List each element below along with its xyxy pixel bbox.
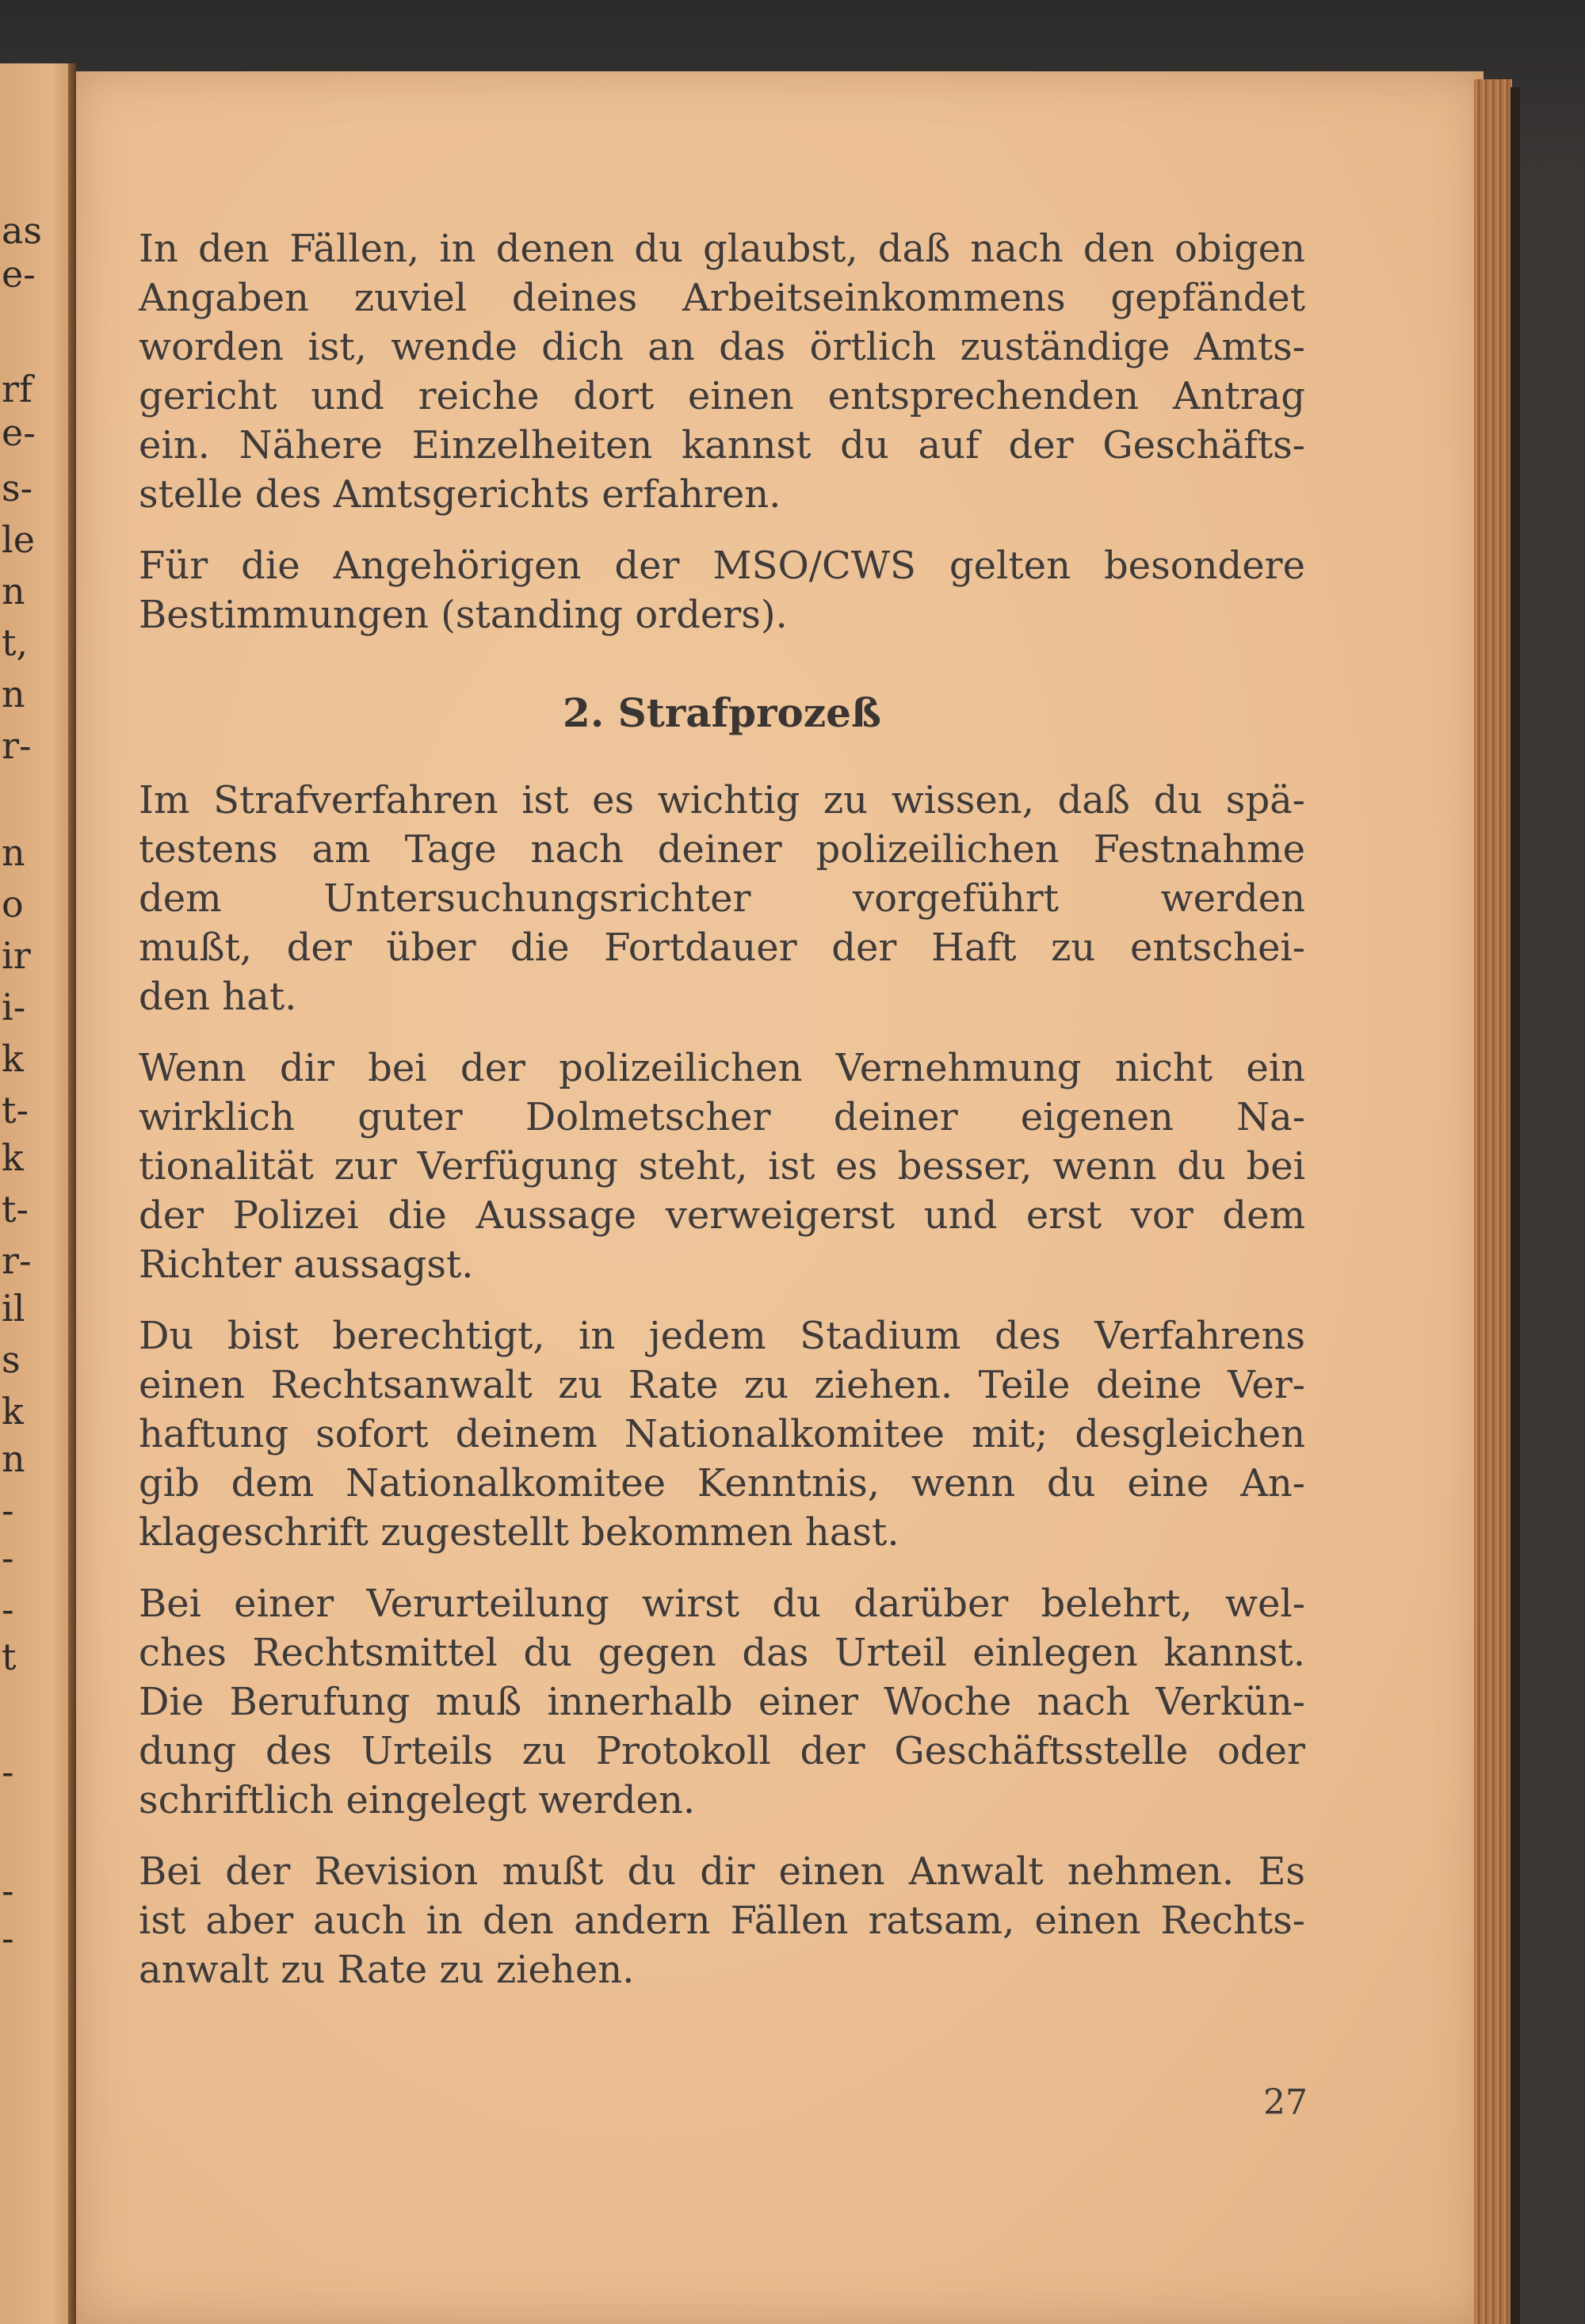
previous-page-fragment: k <box>2 1390 24 1433</box>
text-line: ches Rechtsmittel du gegen das Urteil einlegen kannst. <box>139 1631 1305 1675</box>
text-line: Richter aussagst. <box>139 1242 474 1287</box>
previous-page-edge <box>0 63 73 2324</box>
text-line: ist aber auch in den andern Fällen ratsam, einen Rechts- <box>139 1899 1305 1943</box>
text-line: dem Untersuchungsrichter vorgeführt werden <box>139 876 1305 921</box>
text-line: gericht und reiche dort einen entsprechenden Antrag <box>139 374 1305 418</box>
previous-page-fragment: - <box>2 1588 14 1631</box>
text-line: gib dem Nationalkomitee Kenntnis, wenn du eine An- <box>139 1461 1305 1505</box>
text-line: haftung sofort deinem Nationalkomitee mit; desgleichen <box>139 1412 1305 1456</box>
previous-page-fragment: as <box>2 209 43 252</box>
previous-page-fragment: t- <box>2 1089 29 1131</box>
paragraph <box>139 1847 1305 1994</box>
previous-page-fragment: - <box>2 1869 14 1912</box>
text-line: Wenn dir bei der polizeilichen Vernehmung nicht ein <box>139 1046 1305 1090</box>
text-line: In den Fällen, in denen du glaubst, daß nach den obigen <box>139 227 1305 271</box>
previous-page-fragment: k <box>2 1136 24 1179</box>
previous-page-fragment: k <box>2 1037 24 1080</box>
text-line: Angaben zuviel deines Arbeitseinkommens gepfändet <box>139 276 1305 320</box>
text-line: wirklich guter Dolmetscher deiner eigenen Na- <box>139 1095 1305 1139</box>
text-line: Bei der Revision mußt du dir einen Anwalt nehmen. Es <box>139 1849 1305 1894</box>
text-line: worden ist, wende dich an das örtlich zuständige Amts- <box>139 325 1305 369</box>
previous-page-fragment: r- <box>2 724 32 767</box>
previous-page-fragment: s- <box>2 467 33 509</box>
text-line: ein. Nähere Einzelheiten kannst du auf der Geschäfts- <box>139 423 1305 467</box>
text-line: schriftlich eingelegt werden. <box>139 1778 696 1822</box>
previous-page-fragment: n <box>2 831 25 874</box>
text-line: Im Strafverfahren ist es wichtig zu wissen, daß du spä- <box>139 778 1305 822</box>
paragraph <box>139 1579 1305 1825</box>
text-line: stelle des Amtsgerichts erfahren. <box>139 472 781 517</box>
previous-page-fragment: i- <box>2 986 26 1028</box>
text-line: klageschrift zugestellt bekommen hast. <box>139 1510 899 1555</box>
text-line: mußt, der über die Fortdauer der Haft zu entschei- <box>139 925 1305 970</box>
page-body <box>139 224 1305 2017</box>
text-line: Du bist berechtigt, in jedem Stadium des Verfahrens <box>139 1314 1305 1358</box>
text-line: Bei einer Verurteilung wirst du darüber belehrt, wel- <box>139 1582 1305 1626</box>
text-line: Für die Angehörigen der MSO/CWS gelten besondere <box>139 544 1305 588</box>
previous-page-fragment: ir <box>2 934 31 977</box>
paragraph <box>139 776 1305 1021</box>
previous-page-fragment: e- <box>2 253 36 296</box>
previous-page-fragment: t <box>2 1635 17 1678</box>
previous-page-fragment: t, <box>2 621 29 664</box>
previous-page-fragment: n <box>2 570 25 612</box>
text-line: dung des Urteils zu Protokoll der Geschäftsstelle oder <box>139 1729 1305 1773</box>
paragraph <box>139 1044 1305 1289</box>
previous-page-fragment: t- <box>2 1188 29 1231</box>
previous-page-fragment: n <box>2 673 25 716</box>
previous-page-fragment: il <box>2 1287 25 1330</box>
text-line: Bestimmungen (standing orders). <box>139 593 788 637</box>
paragraphs-section-1 <box>139 224 1305 639</box>
text-line: der Polizei die Aussage verweigerst und erst vor dem <box>139 1193 1305 1238</box>
paragraph <box>139 541 1305 639</box>
paragraph <box>139 1311 1305 1557</box>
previous-page-fragment: - <box>2 1489 14 1532</box>
previous-page-fragment: - <box>2 1750 14 1793</box>
page-number: 27 <box>1263 2082 1308 2123</box>
text-line: den hat. <box>139 975 297 1019</box>
previous-page-fragment: r- <box>2 1239 32 1282</box>
previous-page-fragment: n <box>2 1437 25 1480</box>
page-edge-shadow <box>1511 87 1520 2324</box>
text-line: einen Rechtsanwalt zu Rate zu ziehen. Teile deine Ver- <box>139 1363 1305 1407</box>
text-line: anwalt zu Rate zu ziehen. <box>139 1948 635 1992</box>
section-heading: 2. Strafprozeß <box>563 689 881 736</box>
previous-page-fragment: o <box>2 883 24 925</box>
previous-page-fragment: rf <box>2 368 33 410</box>
text-line: Die Berufung muß innerhalb einer Woche nach Verkün- <box>139 1680 1305 1724</box>
previous-page-fragment: - <box>2 1917 14 1960</box>
page-stack-edges <box>1474 79 1512 2324</box>
text-line: tionalität zur Verfügung steht, ist es besser, wenn du bei <box>139 1144 1305 1189</box>
book-gutter <box>68 63 76 2324</box>
paragraph <box>139 224 1305 519</box>
text-line: testens am Tage nach deiner polizeilichen Festnahme <box>139 827 1305 872</box>
previous-page-fragment: e- <box>2 411 36 454</box>
previous-page-fragment: s <box>2 1338 21 1381</box>
previous-page-fragment: - <box>2 1536 14 1579</box>
paragraphs-section-2 <box>139 776 1305 1994</box>
previous-page-fragment: le <box>2 518 35 561</box>
